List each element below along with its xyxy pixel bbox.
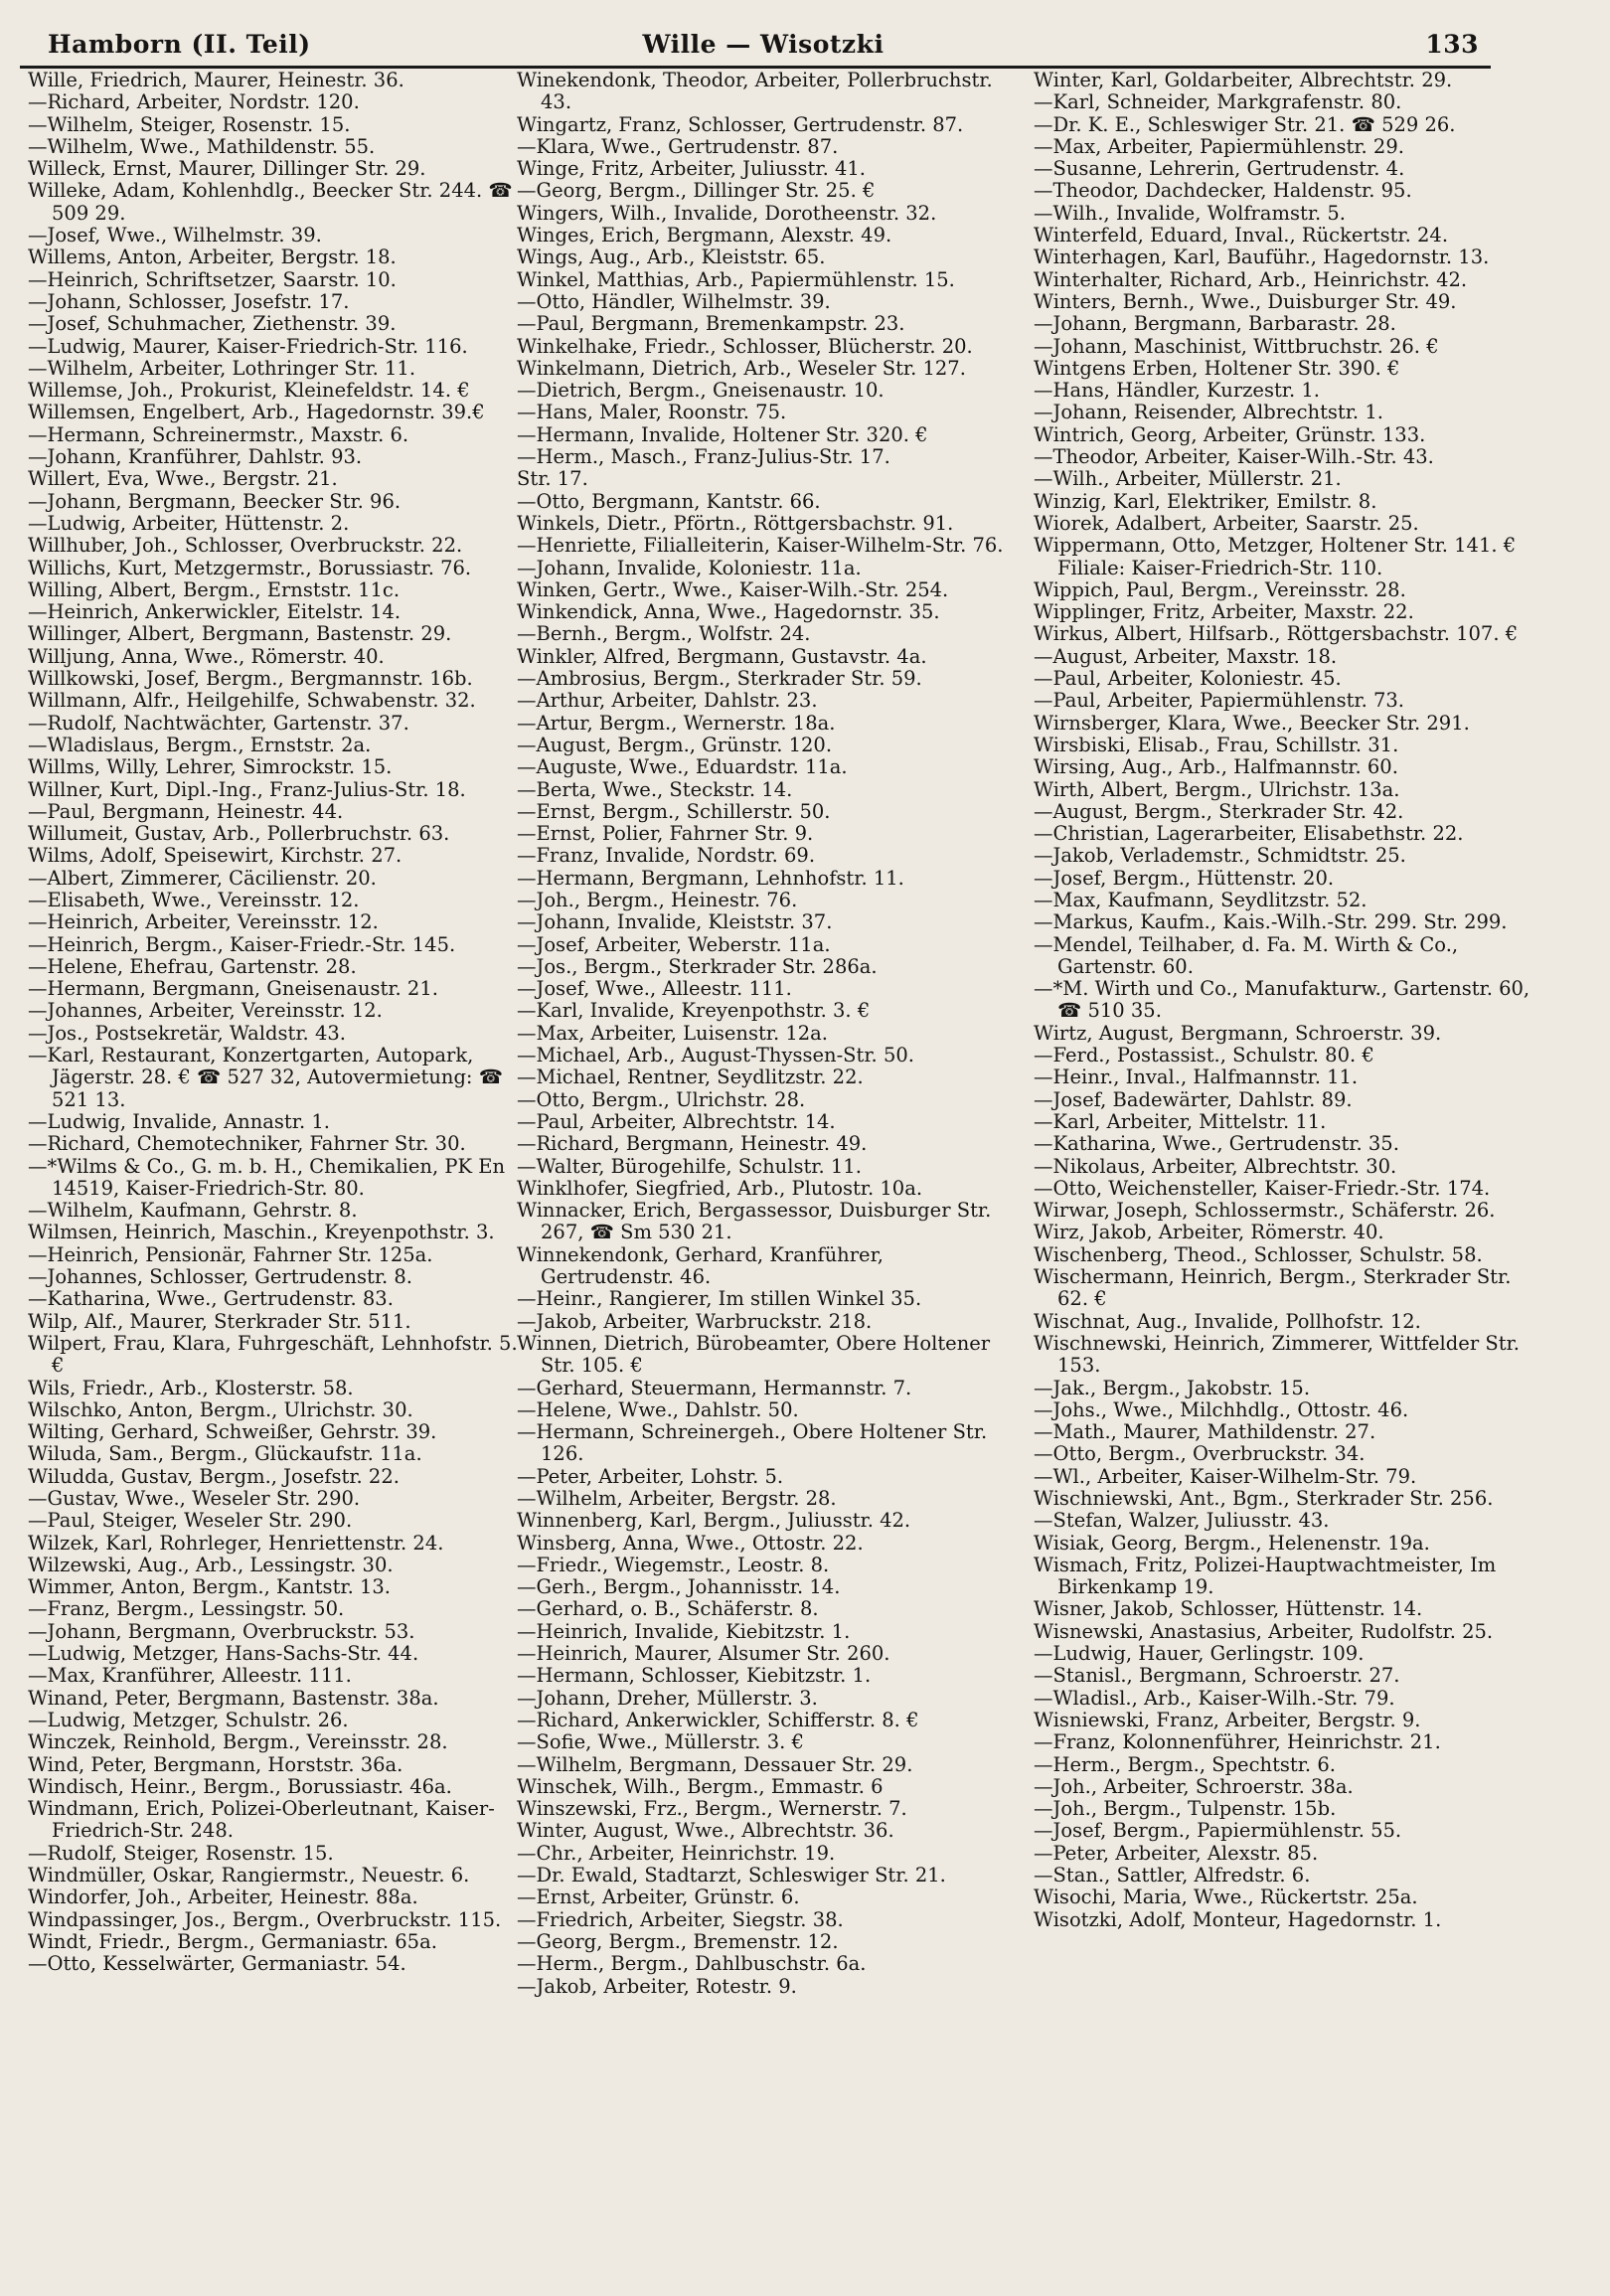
directory-entry: Wilschko, Anton, Bergm., Ulrichstr. 30.: [28, 1397, 413, 1421]
directory-entry: Winkler, Alfred, Bergmann, Gustavstr. 4a.: [517, 644, 927, 668]
directory-entry: Winand, Peter, Bergmann, Bastenstr. 38a.: [28, 1686, 439, 1710]
directory-entry: Winters, Bernh., Wwe., Duisburger Str. 49.: [1034, 289, 1457, 313]
directory-entry: Winken, Gertr., Wwe., Kaiser-Wilh.-Str. 254.: [517, 577, 949, 601]
directory-entry: Wilpert, Frau, Klara, Fuhrgeschäft, Lehnhofstr. 5. €: [28, 1331, 518, 1378]
directory-entry: —Peter, Arbeiter, Alexstr. 85.: [1034, 1841, 1319, 1865]
directory-entry: Winklhofer, Siegfried, Arb., Plutostr. 10a.: [517, 1176, 923, 1200]
directory-entry: Willeck, Ernst, Maurer, Dillinger Str. 29.: [28, 157, 426, 181]
directory-entry: —Gerh., Bergm., Johannisstr. 14.: [517, 1575, 841, 1599]
directory-entry: —Klara, Wwe., Gertrudenstr. 87.: [517, 134, 839, 158]
directory-entry: Winkelhake, Friedr., Schlosser, Blücherstr. 20.: [517, 334, 973, 358]
directory-entry: —*Wilms & Co., G. m. b. H., Chemikalien, PK En 14519, Kaiser-Friedrich-Str. 80.: [28, 1154, 506, 1200]
directory-entry: Winkelmann, Dietrich, Arb., Weseler Str. 127.: [517, 356, 966, 380]
directory-entry: —Heinrich, Invalide, Kiebitzstr. 1.: [517, 1619, 851, 1643]
directory-entry: —Helene, Ehefrau, Gartenstr. 28.: [28, 954, 357, 978]
page-header: [48, 30, 1479, 64]
directory-entry: Wille, Friedrich, Maurer, Heinestr. 36.: [28, 69, 404, 91]
directory-entry: Wiorek, Adalbert, Arbeiter, Saarstr. 25.: [1034, 511, 1419, 535]
directory-entry: —*M. Wirth und Co., Manufakturw., Gartenstr. 60, ☎ 510 35.: [1034, 977, 1530, 1023]
directory-entry: Wirsbiski, Elisab., Frau, Schillstr. 31.: [1034, 733, 1399, 756]
directory-entry: —Richard, Arbeiter, Nordstr. 120.: [28, 90, 360, 114]
directory-entry: Windpassinger, Jos., Bergm., Overbruckstr. 115.: [28, 1907, 502, 1931]
directory-entry: —Heinr., Rangierer, Im stillen Winkel 35.: [517, 1287, 922, 1311]
directory-entry: —Dietrich, Bergm., Gneisenaustr. 10.: [517, 379, 885, 403]
directory-entry: —Johann, Maschinist, Wittbruchstr. 26. €: [1034, 334, 1439, 358]
directory-entry: —Rudolf, Nachtwächter, Gartenstr. 37.: [28, 711, 409, 735]
directory-entry: Winkel, Matthias, Arb., Papiermühlenstr. 15.: [517, 267, 955, 291]
directory-entry: —Max, Arbeiter, Luisenstr. 12a.: [517, 1021, 829, 1045]
directory-entry: —Ernst, Polier, Fahrner Str. 9.: [517, 822, 814, 846]
directory-entry: Wischenberg, Theod., Schlosser, Schulstr. 58.: [1034, 1242, 1483, 1266]
directory-entry: —Josef, Arbeiter, Weberstr. 11a.: [517, 932, 831, 956]
directory-entry: —Nikolaus, Arbeiter, Albrechtstr. 30.: [1034, 1154, 1397, 1178]
directory-entry: —Ambrosius, Bergm., Sterkrader Str. 59.: [517, 667, 922, 691]
directory-entry: Wilmsen, Heinrich, Maschin., Kreyenpothstr. 3.: [28, 1221, 495, 1244]
directory-entry: Wirnsberger, Klara, Wwe., Beecker Str. 291.: [1034, 711, 1470, 735]
directory-entry: —Max, Kranführer, Alleestr. 111.: [28, 1664, 352, 1688]
directory-entry: Winnen, Dietrich, Bürobeamter, Obere Holtener Str. 105. €: [517, 1331, 991, 1378]
directory-entry: —Gerhard, o. B., Schäferstr. 8.: [517, 1597, 819, 1621]
directory-entry: Winge, Fritz, Arbeiter, Juliusstr. 41.: [517, 157, 866, 181]
directory-entry: —Math., Maurer, Mathildenstr. 27.: [1034, 1420, 1376, 1444]
directory-entry: —Johannes, Arbeiter, Vereinsstr. 12.: [28, 999, 383, 1023]
directory-entry: —Berta, Wwe., Steckstr. 14.: [517, 777, 793, 801]
directory-entry: Str. 17.: [517, 467, 588, 491]
directory-entry: —Karl, Arbeiter, Mittelstr. 11.: [1034, 1109, 1327, 1133]
directory-entry: —Katharina, Wwe., Gertrudenstr. 83.: [28, 1287, 394, 1311]
directory-entry: —Otto, Weichensteller, Kaiser-Friedr.-Str. 174.: [1034, 1176, 1491, 1200]
directory-entry: —Hermann, Schreinermstr., Maxstr. 6.: [28, 422, 409, 446]
directory-entry: Willner, Kurt, Dipl.-Ing., Franz-Julius-Str. 18.: [28, 777, 466, 801]
directory-entry: —Josef, Bergm., Papiermühlenstr. 55.: [1034, 1819, 1402, 1843]
directory-entry: Windmüller, Oskar, Rangiermstr., Neuestr. 6.: [28, 1864, 470, 1887]
directory-entry: —Heinrich, Bergm., Kaiser-Friedr.-Str. 145.: [28, 932, 456, 956]
directory-entry: Wingers, Wilh., Invalide, Dorotheenstr. 32.: [517, 201, 937, 225]
directory-entry: —Johann, Bergmann, Overbruckstr. 53.: [28, 1619, 415, 1643]
directory-entry: —Theodor, Dachdecker, Haldenstr. 95.: [1034, 179, 1412, 203]
directory-entry: —Herm., Bergm., Spechtstr. 6.: [1034, 1752, 1336, 1776]
directory-entry: Windmann, Erich, Polizei-Oberleutnant, Kaiser-Friedrich-Str. 248.: [28, 1797, 495, 1843]
directory-entry: —August, Bergm., Sterkrader Str. 42.: [1034, 799, 1404, 823]
directory-entry: —Joh., Bergm., Tulpenstr. 15b.: [1034, 1797, 1337, 1821]
column-2: [517, 70, 1022, 1998]
directory-entry: Winges, Erich, Bergmann, Alexstr. 49.: [517, 224, 892, 247]
directory-entry: —Walter, Bürogehilfe, Schulstr. 11.: [517, 1154, 862, 1178]
directory-entry: —Josef, Wwe., Wilhelmstr. 39.: [28, 224, 322, 247]
directory-entry: Wirth, Albert, Bergm., Ulrichstr. 13a.: [1034, 777, 1400, 801]
directory-entry: —Georg, Bergm., Bremenstr. 12.: [517, 1929, 839, 1953]
directory-entry: —Ludwig, Metzger, Hans-Sachs-Str. 44.: [28, 1642, 419, 1666]
directory-entry: —Karl, Restaurant, Konzertgarten, Autopark, Jägerstr. 28. € ☎ 527 32, Autovermietung: ☎ 521 13.: [28, 1044, 503, 1111]
directory-entry: Willinger, Albert, Bergmann, Bastenstr. 29.: [28, 622, 452, 646]
directory-entry: Winzig, Karl, Elektriker, Emilstr. 8.: [1034, 489, 1377, 513]
directory-entry: Winkendick, Anna, Wwe., Hagedornstr. 35.: [517, 600, 940, 624]
directory-entry: Wisotzki, Adolf, Monteur, Hagedornstr. 1.: [1034, 1907, 1442, 1931]
directory-entry: Winnacker, Erich, Bergassessor, Duisburger Str. 267, ☎ Sm 530 21.: [517, 1199, 992, 1244]
directory-entry: —Arthur, Arbeiter, Dahlstr. 23.: [517, 689, 818, 713]
directory-entry: Wilzewski, Aug., Arb., Lessingstr. 30.: [28, 1553, 394, 1576]
directory-entry: Wisochi, Maria, Wwe., Rückertstr. 25a.: [1034, 1886, 1418, 1909]
directory-entry: Willms, Willy, Lehrer, Simrockstr. 15.: [28, 755, 393, 779]
directory-entry: Winnenberg, Karl, Bergm., Juliusstr. 42.: [517, 1509, 911, 1533]
directory-entry: Wilzek, Karl, Rohrleger, Henriettenstr. 24.: [28, 1531, 444, 1555]
directory-entry: —Ludwig, Hauer, Gerlingstr. 109.: [1034, 1642, 1365, 1666]
directory-entry: —Hermann, Invalide, Holtener Str. 320. €: [517, 422, 928, 446]
directory-entry: —Max, Arbeiter, Papiermühlenstr. 29.: [1034, 134, 1404, 158]
directory-entry: Wippich, Paul, Bergm., Vereinsstr. 28.: [1034, 577, 1406, 601]
directory-entry: Willkowski, Josef, Bergm., Bergmannstr. 16b.: [28, 667, 473, 691]
directory-entry: Wipplinger, Fritz, Arbeiter, Maxstr. 22.: [1034, 600, 1414, 624]
directory-entry: —August, Bergm., Grünstr. 120.: [517, 733, 833, 756]
directory-entry: —Markus, Kaufm., Kais.-Wilh.-Str. 299. Str. 299.: [1034, 910, 1508, 934]
directory-entry: —Ferd., Postassist., Schulstr. 80. €: [1034, 1044, 1374, 1067]
directory-entry: Wismach, Fritz, Polizei-Hauptwachtmeister, Im Birkenkamp 19.: [1034, 1553, 1497, 1599]
directory-entry: —Hermann, Schreinergeh., Obere Holtener Str. 126.: [517, 1420, 988, 1466]
directory-entry: —Hermann, Bergmann, Gneisenaustr. 21.: [28, 977, 438, 1001]
directory-entry: Willemsen, Engelbert, Arb., Hagedornstr. 39.€: [28, 401, 485, 424]
directory-entry: —Jos., Postsekretär, Waldstr. 43.: [28, 1021, 346, 1045]
directory-entry: —Henriette, Filialleiterin, Kaiser-Wilhelm-Str. 76.: [517, 534, 1004, 558]
directory-entry: Wintrich, Georg, Arbeiter, Grünstr. 133.: [1034, 422, 1426, 446]
directory-entry: —Jakob, Arbeiter, Warbruckstr. 218.: [517, 1309, 873, 1333]
directory-entry: —Wilhelm, Steiger, Rosenstr. 15.: [28, 112, 351, 136]
directory-entry: Winterfeld, Eduard, Inval., Rückertstr. 24.: [1034, 224, 1449, 247]
directory-entry: —Elisabeth, Wwe., Vereinsstr. 12.: [28, 888, 360, 911]
directory-entry: —Otto, Bergm., Ulrichstr. 28.: [517, 1087, 806, 1111]
directory-entry: Winszewski, Frz., Bergm., Wernerstr. 7.: [517, 1797, 907, 1821]
directory-entry: Winter, August, Wwe., Albrechtstr. 36.: [517, 1819, 894, 1843]
directory-entry: Winterhalter, Richard, Arb., Heinrichstr. 42.: [1034, 267, 1468, 291]
directory-entry: —Jak., Bergm., Jakobstr. 15.: [1034, 1376, 1311, 1399]
directory-entry: Wirwar, Joseph, Schlossermstr., Schäferstr. 26.: [1034, 1199, 1496, 1223]
directory-entry: —Artur, Bergm., Wernerstr. 18a.: [517, 711, 836, 735]
directory-entry: —Gerhard, Steuermann, Hermannstr. 7.: [517, 1376, 912, 1399]
directory-entry: —Stefan, Walzer, Juliusstr. 43.: [1034, 1509, 1330, 1533]
directory-entry: —Johann, Dreher, Müllerstr. 3.: [517, 1686, 818, 1710]
directory-entry: Wiluda, Sam., Bergm., Glückaufstr. 11a.: [28, 1442, 422, 1466]
directory-entry: Wind, Peter, Bergmann, Horststr. 36a.: [28, 1752, 403, 1776]
directory-entry: Winkels, Dietr., Pförtn., Röttgersbachstr. 91.: [517, 511, 954, 535]
directory-entry: —Dr. Ewald, Stadtarzt, Schleswiger Str. 21.: [517, 1864, 946, 1887]
directory-entry: —Johann, Invalide, Kleiststr. 37.: [517, 910, 833, 934]
directory-entry: —Wilhelm, Arbeiter, Lothringer Str. 11.: [28, 356, 416, 380]
directory-entry: Wingartz, Franz, Schlosser, Gertrudenstr. 87.: [517, 112, 964, 136]
directory-entry: Windorfer, Joh., Arbeiter, Heinestr. 88a.: [28, 1886, 418, 1909]
directory-entry: Wischnat, Aug., Invalide, Pollhofstr. 12.: [1034, 1309, 1421, 1333]
directory-entry: Wilms, Adolf, Speisewirt, Kirchstr. 27.: [28, 844, 402, 868]
directory-entry: —Heinr., Inval., Halfmannstr. 11.: [1034, 1066, 1359, 1089]
directory-entry: —Josef, Badewärter, Dahlstr. 89.: [1034, 1087, 1353, 1111]
directory-entry: —Peter, Arbeiter, Lohstr. 5.: [517, 1464, 784, 1488]
directory-entry: Winczek, Reinhold, Bergm., Vereinsstr. 28.: [28, 1730, 448, 1754]
directory-entry: —Heinrich, Schriftsetzer, Saarstr. 10.: [28, 267, 397, 291]
directory-entry: —Theodor, Arbeiter, Kaiser-Wilh.-Str. 43.: [1034, 445, 1434, 469]
directory-entry: —Johann, Schlosser, Josefstr. 17.: [28, 289, 350, 313]
directory-entry: Wimmer, Anton, Bergm., Kantstr. 13.: [28, 1575, 391, 1599]
directory-entry: Wilting, Gerhard, Schweißer, Gehrstr. 39.: [28, 1420, 437, 1444]
directory-entry: —Jakob, Arbeiter, Rotestr. 9.: [517, 1974, 797, 1998]
directory-entry: Wischermann, Heinrich, Bergm., Sterkrader Str. 62. €: [1034, 1265, 1512, 1311]
directory-entry: —Josef, Wwe., Alleestr. 111.: [517, 977, 792, 1001]
directory-entry: —Ernst, Bergm., Schillerstr. 50.: [517, 799, 831, 823]
directory-entry: —Albert, Zimmerer, Cäcilienstr. 20.: [28, 866, 377, 890]
directory-entry: —Otto, Händler, Wilhelmstr. 39.: [517, 289, 831, 313]
directory-entry: Wintgens Erben, Holtener Str. 390. €: [1034, 356, 1400, 380]
directory-entry: —Richard, Ankerwickler, Schifferstr. 8. €: [517, 1708, 919, 1731]
directory-entry: —Paul, Arbeiter, Papiermühlenstr. 73.: [1034, 689, 1405, 713]
directory-entry: —Franz, Bergm., Lessingstr. 50.: [28, 1597, 345, 1621]
directory-entry: Wisiak, Georg, Bergm., Helenenstr. 19a.: [1034, 1531, 1430, 1555]
directory-entry: —Herm., Bergm., Dahlbuschstr. 6a.: [517, 1952, 867, 1976]
directory-entry: —Richard, Bergmann, Heinestr. 49.: [517, 1132, 868, 1156]
directory-entry: Willumeit, Gustav, Arb., Pollerbruchstr. 63.: [28, 822, 450, 846]
directory-entry: —Michael, Arb., August-Thyssen-Str. 50.: [517, 1044, 914, 1067]
directory-entry: —Michael, Rentner, Seydlitzstr. 22.: [517, 1066, 864, 1089]
directory-entry: —Wilhelm, Bergmann, Dessauer Str. 29.: [517, 1752, 913, 1776]
directory-entry: Wils, Friedr., Arb., Klosterstr. 58.: [28, 1376, 354, 1399]
directory-entry: —Jos., Bergm., Sterkrader Str. 286a.: [517, 954, 878, 978]
directory-entry: —Paul, Arbeiter, Koloniestr. 45.: [1034, 667, 1342, 691]
directory-entry: Willemse, Joh., Prokurist, Kleinefeldstr. 14. €: [28, 379, 470, 403]
directory-entry: —Franz, Invalide, Nordstr. 69.: [517, 844, 816, 868]
directory-entry: Willjung, Anna, Wwe., Römerstr. 40.: [28, 644, 385, 668]
directory-entry: —Stanisl., Bergmann, Schroerstr. 27.: [1034, 1664, 1400, 1688]
directory-entry: —Hermann, Bergmann, Lehnhofstr. 11.: [517, 866, 904, 890]
directory-entry: —Friedr., Wiegemstr., Leostr. 8.: [517, 1553, 830, 1576]
directory-entry: —Christian, Lagerarbeiter, Elisabethstr. 22.: [1034, 822, 1464, 846]
directory-entry: Wisnewski, Anastasius, Arbeiter, Rudolfstr. 25.: [1034, 1619, 1494, 1643]
directory-entry: Willing, Albert, Bergm., Ernststr. 11c.: [28, 577, 401, 601]
header-left: Hamborn (II. Teil): [48, 30, 311, 59]
directory-entry: —Johann, Bergmann, Beecker Str. 96.: [28, 489, 402, 513]
directory-entry: —Hans, Händler, Kurzestr. 1.: [1034, 379, 1320, 403]
directory-entry: Wischniewski, Ant., Bgm., Sterkrader Str. 256.: [1034, 1487, 1494, 1510]
directory-entry: —Wladisl., Arb., Kaiser-Wilh.-Str. 79.: [1034, 1686, 1395, 1710]
directory-entry: —Heinrich, Maurer, Alsumer Str. 260.: [517, 1642, 890, 1666]
directory-entry: —Ludwig, Metzger, Schulstr. 26.: [28, 1708, 349, 1731]
header-center: Wille — Wisotzki: [642, 30, 885, 59]
directory-entry: —Joh., Bergm., Heinestr. 76.: [517, 888, 798, 911]
directory-entry: —Franz, Kolonnenführer, Heinrichstr. 21.: [1034, 1730, 1441, 1754]
directory-entry: —Susanne, Lehrerin, Gertrudenstr. 4.: [1034, 157, 1405, 181]
column-1: [28, 70, 525, 1976]
directory-entry: —Ludwig, Arbeiter, Hüttenstr. 2.: [28, 511, 350, 535]
directory-entry: —Helene, Wwe., Dahlstr. 50.: [517, 1397, 799, 1421]
directory-entry: —Paul, Arbeiter, Albrechtstr. 14.: [517, 1109, 836, 1133]
directory-entry: —Ernst, Arbeiter, Grünstr. 6.: [517, 1886, 800, 1909]
directory-entry: —Wilhelm, Kaufmann, Gehrstr. 8.: [28, 1199, 358, 1223]
directory-entry: —Otto, Bergmann, Kantstr. 66.: [517, 489, 821, 513]
directory-entry: —Johann, Reisender, Albrechtstr. 1.: [1034, 401, 1383, 424]
directory-entry: —Mendel, Teilhaber, d. Fa. M. Wirth & Co., Gartenstr. 60.: [1034, 932, 1459, 978]
directory-entry: Winsberg, Anna, Wwe., Ottostr. 22.: [517, 1531, 864, 1555]
directory-entry: —Chr., Arbeiter, Heinrichstr. 19.: [517, 1841, 836, 1865]
directory-entry: —Friedrich, Arbeiter, Siegstr. 38.: [517, 1907, 844, 1931]
directory-entry: —Katharina, Wwe., Gertrudenstr. 35.: [1034, 1132, 1399, 1156]
directory-entry: —Heinrich, Arbeiter, Vereinsstr. 12.: [28, 910, 379, 934]
directory-entry: Willeke, Adam, Kohlenhdlg., Beecker Str. 244. ☎ 509 29.: [28, 179, 513, 225]
directory-entry: Wischnewski, Heinrich, Zimmerer, Wittfelder Str. 153.: [1034, 1331, 1520, 1378]
directory-entry: —Paul, Bergmann, Bremenkampstr. 23.: [517, 312, 905, 336]
directory-entry: Winter, Karl, Goldarbeiter, Albrechtstr. 29.: [1034, 69, 1453, 91]
directory-entry: —Hermann, Schlosser, Kiebitzstr. 1.: [517, 1664, 872, 1688]
directory-entry: —Wilhelm, Wwe., Mathildenstr. 55.: [28, 134, 376, 158]
directory-entry: —Heinrich, Pensionär, Fahrner Str. 125a.: [28, 1242, 433, 1266]
directory-entry: —Karl, Schneider, Markgrafenstr. 80.: [1034, 90, 1402, 114]
directory-entry: —Ludwig, Invalide, Annastr. 1.: [28, 1109, 330, 1133]
directory-entry: Wippermann, Otto, Metzger, Holtener Str. 141. € Filiale: Kaiser-Friedrich-Str. 110.: [1034, 534, 1517, 579]
directory-entry: Windt, Friedr., Bergm., Germaniastr. 65a.: [28, 1929, 437, 1953]
page-number: 133: [1425, 30, 1479, 59]
directory-entry: Winterhagen, Karl, Bauführ., Hagedornstr. 13.: [1034, 246, 1490, 269]
column-3: [1034, 70, 1538, 1931]
directory-entry: —Stan., Sattler, Alfredstr. 6.: [1034, 1864, 1311, 1887]
directory-entry: Willmann, Alfr., Heilgehilfe, Schwabenstr. 32.: [28, 689, 476, 713]
directory-entry: Wisniewski, Franz, Arbeiter, Bergstr. 9.: [1034, 1708, 1421, 1731]
directory-entry: Wirsing, Aug., Arb., Halfmannstr. 60.: [1034, 755, 1398, 779]
directory-entry: Wirkus, Albert, Hilfsarb., Röttgersbachstr. 107. €: [1034, 622, 1519, 646]
directory-entry: —Georg, Bergm., Dillinger Str. 25. €: [517, 179, 876, 203]
directory-entry: Wings, Aug., Arb., Kleiststr. 65.: [517, 246, 826, 269]
directory-entry: —Karl, Invalide, Kreyenpothstr. 3. €: [517, 999, 871, 1023]
directory-entry: —Auguste, Wwe., Eduardstr. 11a.: [517, 755, 848, 779]
directory-entry: —Max, Kaufmann, Seydlitzstr. 52.: [1034, 888, 1368, 911]
directory-entry: —Otto, Bergm., Overbruckstr. 34.: [1034, 1442, 1366, 1466]
directory-entry: —Ludwig, Maurer, Kaiser-Friedrich-Str. 116.: [28, 334, 468, 358]
directory-entry: —Hans, Maler, Roonstr. 75.: [517, 401, 787, 424]
directory-entry: —Josef, Bergm., Hüttenstr. 20.: [1034, 866, 1335, 890]
directory-entry: —Johann, Invalide, Koloniestr. 11a.: [517, 556, 862, 579]
directory-entry: —Gustav, Wwe., Weseler Str. 290.: [28, 1487, 361, 1510]
directory-entry: —Joh., Arbeiter, Schroerstr. 38a.: [1034, 1774, 1354, 1798]
directory-entry: Wirtz, August, Bergmann, Schroerstr. 39.: [1034, 1021, 1442, 1045]
directory-entry: Wisner, Jakob, Schlosser, Hüttenstr. 14.: [1034, 1597, 1423, 1621]
directory-entry: Wiludda, Gustav, Bergm., Josefstr. 22.: [28, 1464, 400, 1488]
directory-entry: Winnekendonk, Gerhard, Kranführer, Gertrudenstr. 46.: [517, 1242, 884, 1289]
directory-entry: Willhuber, Joh., Schlosser, Overbruckstr. 22.: [28, 534, 463, 558]
directory-entry: Windisch, Heinr., Bergm., Borussiastr. 46a.: [28, 1774, 452, 1798]
directory-entry: Wirz, Jakob, Arbeiter, Römerstr. 40.: [1034, 1221, 1384, 1244]
directory-entry: —Herm., Masch., Franz-Julius-Str. 17.: [517, 445, 890, 469]
directory-entry: —Wladislaus, Bergm., Ernststr. 2a.: [28, 733, 372, 756]
directory-entry: —Jakob, Verlademstr., Schmidtstr. 25.: [1034, 844, 1406, 868]
directory-entry: —Wilh., Invalide, Wolframstr. 5.: [1034, 201, 1346, 225]
directory-entry: —Wl., Arbeiter, Kaiser-Wilhelm-Str. 79.: [1034, 1464, 1417, 1488]
directory-entry: —Rudolf, Steiger, Rosenstr. 15.: [28, 1841, 334, 1865]
directory-entry: —Sofie, Wwe., Müllerstr. 3. €: [517, 1730, 804, 1754]
directory-entry: Wilp, Alf., Maurer, Sterkrader Str. 511.: [28, 1309, 411, 1333]
directory-entry: —Wilhelm, Arbeiter, Bergstr. 28.: [517, 1487, 837, 1510]
directory-entry: —Johann, Bergmann, Barbarastr. 28.: [1034, 312, 1396, 336]
directory-entry: —Bernh., Bergm., Wolfstr. 24.: [517, 622, 811, 646]
directory-entry: —Josef, Schuhmacher, Ziethenstr. 39.: [28, 312, 397, 336]
directory-entry: Willems, Anton, Arbeiter, Bergstr. 18.: [28, 246, 397, 269]
directory-entry: —Heinrich, Ankerwickler, Eitelstr. 14.: [28, 600, 402, 624]
directory-entry: —Paul, Steiger, Weseler Str. 290.: [28, 1509, 353, 1533]
directory-entry: —Johs., Wwe., Milchhdlg., Ottostr. 46.: [1034, 1397, 1409, 1421]
directory-entry: —August, Arbeiter, Maxstr. 18.: [1034, 644, 1338, 668]
directory-entry: Willert, Eva, Wwe., Bergstr. 21.: [28, 467, 338, 491]
directory-entry: —Johannes, Schlosser, Gertrudenstr. 8.: [28, 1265, 413, 1289]
directory-entry: —Paul, Bergmann, Heinestr. 44.: [28, 799, 344, 823]
directory-entry: Willichs, Kurt, Metzgermstr., Borussiastr. 76.: [28, 556, 472, 579]
directory-entry: —Wilh., Arbeiter, Müllerstr. 21.: [1034, 467, 1342, 491]
directory-entry: —Johann, Kranführer, Dahlstr. 93.: [28, 445, 363, 469]
directory-entry: —Dr. K. E., Schleswiger Str. 21. ☎ 529 26.: [1034, 112, 1456, 136]
directory-entry: —Richard, Chemotechniker, Fahrner Str. 30.: [28, 1132, 466, 1156]
directory-entry: Winschek, Wilh., Bergm., Emmastr. 6: [517, 1774, 884, 1798]
directory-entry: —Otto, Kesselwärter, Germaniastr. 54.: [28, 1952, 406, 1976]
directory-entry: Winekendonk, Theodor, Arbeiter, Pollerbruchstr. 43.: [517, 69, 993, 114]
